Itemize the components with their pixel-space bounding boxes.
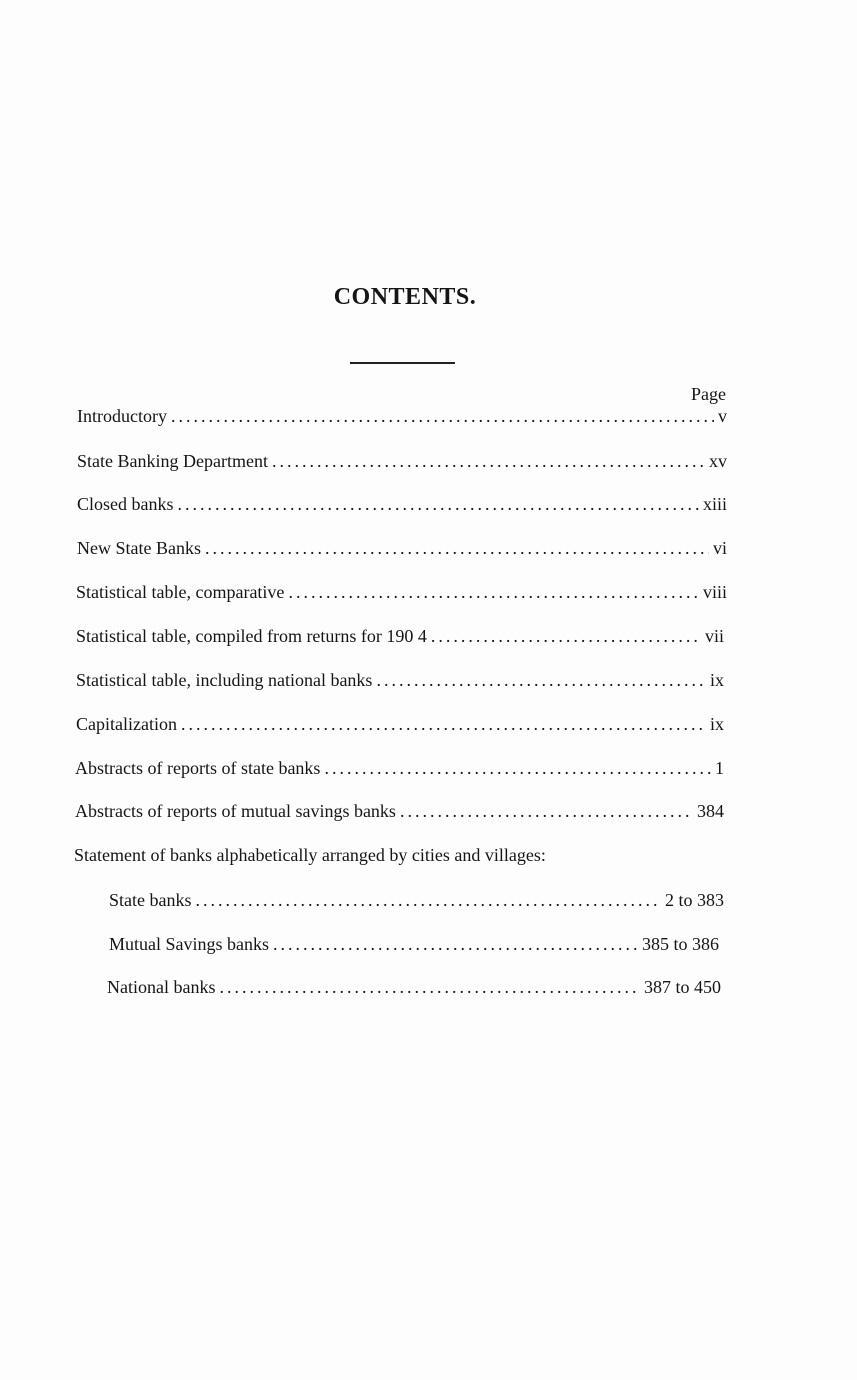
toc-entry-page: vi [712, 538, 727, 558]
dot-leader [196, 890, 661, 911]
toc-entry-statistical-comparative [76, 582, 727, 603]
page-title: CONTENTS. [333, 284, 477, 310]
toc-entry-label: Statistical table, comparative [76, 582, 285, 602]
dot-leader [273, 934, 638, 955]
toc-entry-new-state-banks [77, 538, 727, 559]
dot-leader [400, 801, 693, 822]
page-column-header: Page [691, 384, 726, 404]
toc-entry-label: Statistical table, including national banks [76, 670, 373, 690]
toc-entry-label: Introductory [77, 406, 167, 426]
title-rule [350, 362, 455, 364]
toc-entry-page: xv [709, 451, 727, 471]
toc-entry-statistical-compiled [76, 626, 724, 647]
toc-entry-label: State banks [109, 890, 192, 910]
toc-subentry-national-banks [107, 977, 721, 998]
toc-entry-label: State Banking Department [77, 451, 268, 471]
toc-entry-introductory [77, 406, 727, 427]
toc-entry-page: v [718, 406, 727, 426]
toc-entry-label: New State Banks [77, 538, 201, 558]
dot-leader [431, 626, 701, 647]
toc-entry-page: ix [709, 714, 724, 734]
toc-entry-label: National banks [107, 977, 216, 997]
toc-entry-page: 387 to 450 [643, 977, 721, 997]
dot-leader [205, 538, 709, 559]
toc-entry-label: Statistical table, compiled from returns for 190 4 [76, 626, 427, 646]
dot-leader [178, 494, 699, 515]
toc-entry-capitalization [76, 714, 724, 735]
toc-entry-abstracts-state [75, 758, 724, 779]
toc-subentry-mutual-savings-banks [109, 934, 719, 955]
toc-entry-label: Abstracts of reports of mutual savings banks [75, 801, 396, 821]
dot-leader [324, 758, 711, 779]
toc-entry-page: viii [702, 582, 727, 602]
toc-entry-page: 2 to 383 [664, 890, 724, 910]
toc-entry-abstracts-mutual [75, 801, 724, 822]
toc-entry-label: Mutual Savings banks [109, 934, 269, 954]
toc-entry-page: xiii [702, 494, 727, 514]
toc-entry-closed-banks [77, 494, 727, 515]
toc-entry-label: Capitalization [76, 714, 177, 734]
toc-subentry-state-banks [109, 890, 724, 911]
toc-entry-page: 1 [715, 758, 724, 778]
dot-leader [181, 714, 706, 735]
toc-entry-label: Closed banks [77, 494, 174, 514]
toc-entry-state-banking-department [77, 451, 727, 472]
dot-leader [272, 451, 705, 472]
toc-entry-page: ix [709, 670, 724, 690]
dot-leader [288, 582, 699, 603]
toc-entry-statistical-national [76, 670, 724, 691]
toc-entry-label: Abstracts of reports of state banks [75, 758, 321, 778]
section-heading: Statement of banks alphabetically arranged by cities and villages: [74, 845, 546, 865]
toc-entry-page: vii [704, 626, 724, 646]
toc-entry-page: 385 to 386 [641, 934, 719, 954]
dot-leader [219, 977, 640, 998]
dot-leader [376, 670, 706, 691]
dot-leader [171, 406, 714, 427]
toc-entry-page: 384 [697, 801, 724, 821]
